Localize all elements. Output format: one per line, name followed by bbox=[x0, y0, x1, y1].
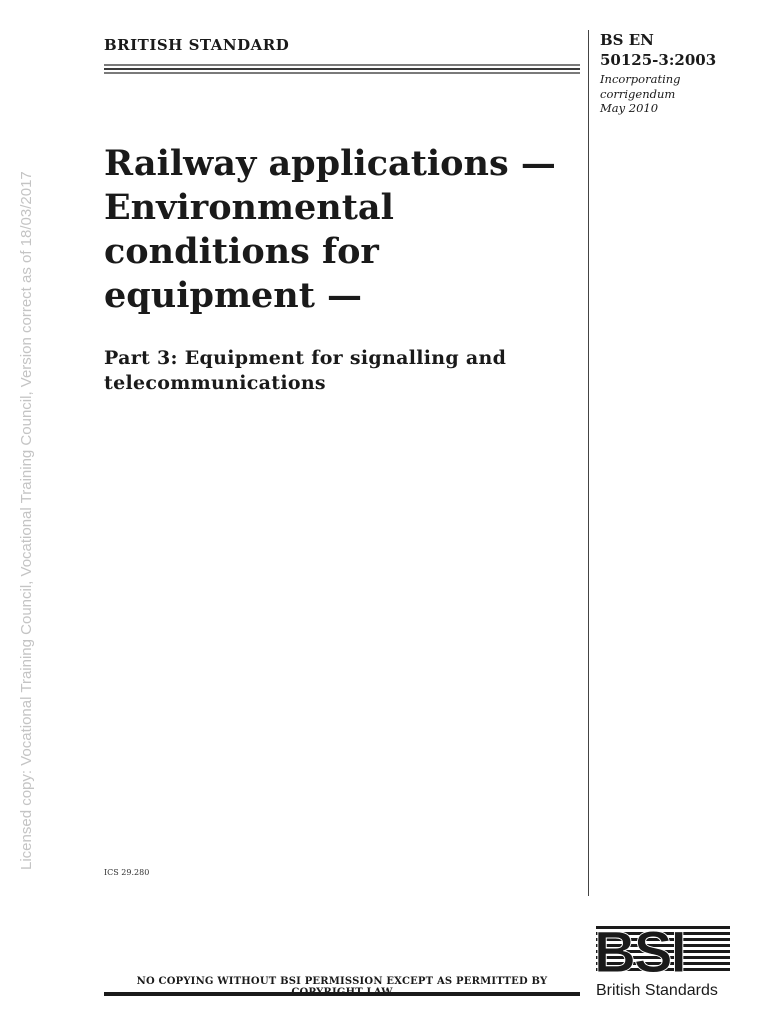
bsi-caption: British Standards bbox=[596, 982, 718, 999]
ics-code: ICS 29.280 bbox=[104, 868, 150, 877]
document-subtitle bbox=[104, 346, 574, 396]
note-line: May 2010 bbox=[600, 101, 659, 115]
note-line: corrigendum bbox=[600, 86, 676, 101]
note-line: Incorporating bbox=[600, 72, 681, 86]
vertical-divider bbox=[588, 30, 589, 896]
header-rules bbox=[104, 64, 580, 76]
footer-rule bbox=[104, 992, 580, 996]
corrigendum-note bbox=[600, 72, 681, 116]
bsi-logo-text: BSI bbox=[594, 920, 685, 980]
standard-number bbox=[600, 30, 716, 70]
copyright-notice: NO COPYING WITHOUT BSI PERMISSION EXCEPT AS PERMITTED BY bbox=[136, 976, 548, 987]
standard-number-line: 50125-3:2003 bbox=[600, 51, 717, 69]
header-rule bbox=[104, 68, 580, 70]
subtitle-line: telecommunications bbox=[104, 372, 326, 394]
title-line: conditions for bbox=[104, 231, 379, 272]
document-title bbox=[104, 142, 584, 318]
standard-number-line: BS EN bbox=[600, 31, 654, 49]
title-line: equipment — bbox=[104, 275, 363, 316]
title-line: Environmental bbox=[104, 187, 394, 228]
subtitle-line: Part 3: Equipment for signalling and bbox=[104, 347, 507, 369]
standard-label: BRITISH STANDARD bbox=[104, 36, 290, 54]
title-line: Railway applications — bbox=[104, 143, 556, 184]
header-rule bbox=[104, 72, 580, 74]
header-rule bbox=[104, 64, 580, 66]
bsi-logo-icon bbox=[594, 920, 734, 980]
license-watermark: Licensed copy: Vocational Training Council, Vocational Training Council, Version correct as of 18/03/2017 bbox=[18, 171, 35, 870]
bsi-logo bbox=[594, 920, 734, 1000]
